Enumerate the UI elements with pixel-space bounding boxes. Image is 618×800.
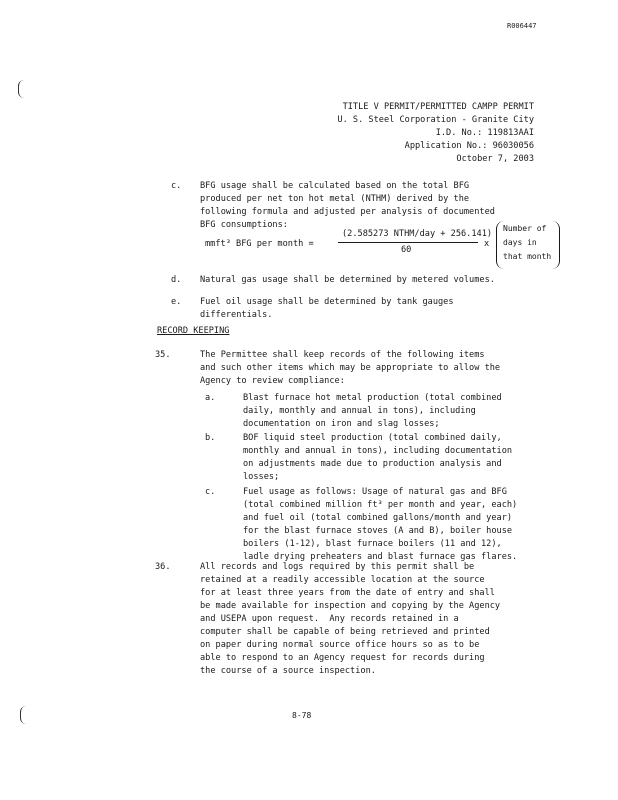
header-line: October 7, 2003 — [456, 154, 534, 164]
multiply-sign: x — [484, 239, 490, 249]
page-id: R006447 — [507, 22, 537, 30]
header-line: I.D. No.: 119813AAI — [435, 128, 534, 138]
header-line: TITLE V PERMIT/PERMITTED CAMPP PERMIT — [342, 102, 534, 112]
item-d-text: Natural gas usage shall be determined by metered volumes. — [200, 275, 495, 285]
item-36-marker: 36. — [155, 562, 171, 572]
header-line: U. S. Steel Corporation - Granite City — [337, 115, 534, 125]
item-35c-text: Fuel usage as follows: Usage of natural gas and BFG (total combined million ft³ per month and year, each) and fuel oil (total combined gallons/month and year) for the blast furnace stoves (A and B), boiler house boilers (1-12), blast furnace boilers (11 and 12), ladle drying preheaters and blast furnace gas flares. — [243, 487, 518, 562]
header-line: Application No.: 96030056 — [404, 141, 534, 151]
fraction-bar — [338, 242, 478, 243]
days-bracket — [496, 221, 560, 269]
item-35b-marker: b. — [205, 433, 216, 443]
item-e-text: Fuel oil usage shall be determined by tank gauges differentials. — [200, 297, 454, 320]
item-35a-text: Blast furnace hot metal production (total combined daily, monthly and annual in tons), including documentation on iron and slag losses; — [243, 393, 502, 429]
page-number: 8-78 — [292, 711, 312, 720]
formula-lhs: mmft³ BFG per month = — [205, 239, 314, 249]
item-c-marker: c. — [171, 181, 182, 191]
item-35c-marker: c. — [205, 487, 216, 497]
item-d-marker: d. — [171, 275, 182, 285]
item-35-text: The Permittee shall keep records of the following items and such other items which may be appropriate to allow the Agency to review compliance: — [200, 350, 501, 386]
formula-denominator: 60 — [401, 245, 412, 255]
item-c-text: BFG usage shall be calculated based on the total BFG produced per net ton hot metal (NTHM) derived by the following formula and adjusted per analysis of documented BFG consumptions: — [200, 181, 495, 230]
item-35a-marker: a. — [205, 393, 216, 403]
bracket-line: Number of — [503, 224, 547, 233]
margin-mark-top — [18, 80, 25, 98]
section-title: RECORD KEEPING — [157, 326, 230, 336]
item-e-marker: e. — [171, 297, 182, 307]
item-36-text: All records and logs required by this permit shall be retained at a readily accessible location at the source for at least three years from the date of entry and shall be made available for inspection and copying by the Agency and USEPA upon request. Any records retained in a computer shall be capable of being retrieved and printed on paper during normal source office hours so as to be able to respond to an Agency request for records during the course of a source inspection. — [200, 562, 501, 676]
item-35-marker: 35. — [155, 350, 171, 360]
bfg-formula — [205, 224, 565, 271]
bracket-line: days in — [503, 238, 537, 247]
bracket-line: that month — [503, 252, 552, 261]
formula-numerator: (2.585273 NTHM/day + 256.141) — [342, 229, 493, 239]
margin-mark-bottom — [20, 706, 27, 724]
item-35b-text: BOF liquid steel production (total combined daily, monthly and annual in tons), including documentation on adjustments made due to production analysis and losses; — [243, 433, 513, 482]
